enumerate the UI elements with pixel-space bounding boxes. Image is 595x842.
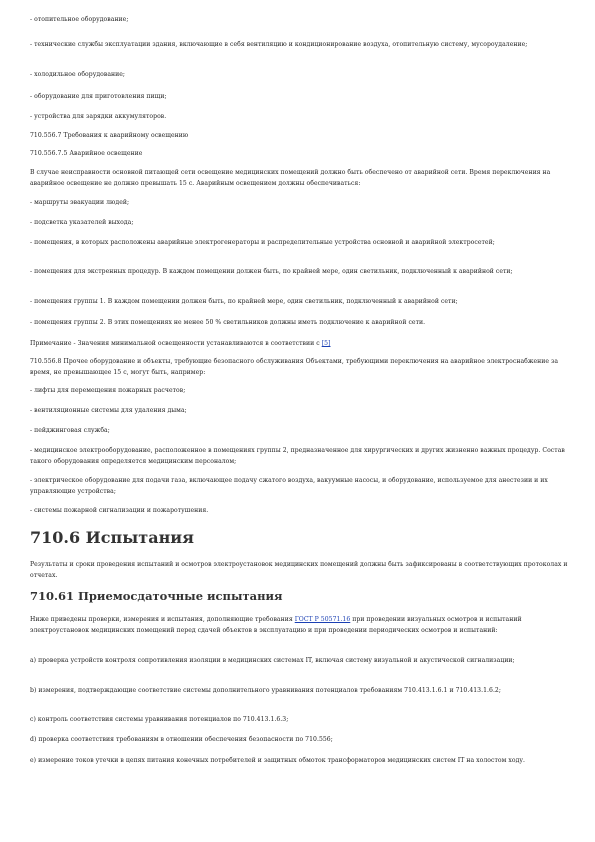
list-item: - вентиляционные системы для удаления дыма; xyxy=(30,407,187,414)
reference-link[interactable]: [5] xyxy=(321,340,331,347)
body-text: Ниже приведены проверки, измерения и испытания, дополняющие требования xyxy=(30,616,295,623)
list-item: - маршруты эвакуации людей; xyxy=(30,199,130,206)
body-paragraph xyxy=(30,615,570,636)
list-item: - помещения, в которых расположены аварийные электрогенераторы и распределительные устройства основной и аварийной электросетей; xyxy=(30,239,495,246)
list-item: - отопительное оборудование; xyxy=(30,16,129,23)
list-item: - устройства для зарядки аккумуляторов. xyxy=(30,113,167,120)
list-item: - помещения для экстренных процедур. В каждом помещении должен быть, по крайней мере, один светильник, подключенный к аварийной сети; xyxy=(30,268,513,275)
note-text: Примечание - Значения минимальной освещенности устанавливаются в соответствии с xyxy=(30,340,322,347)
list-item: c) контроль соответствия системы уравнивания потенциалов по 710.413.1.6.3; xyxy=(30,716,289,723)
subsection-heading: 710.61 Приемосдаточные испытания xyxy=(30,589,283,603)
list-item: d) проверка соответствия требованиям в отношении обеспечения безопасности по 710.556; xyxy=(30,736,333,743)
list-item: a) проверка устройств контроля сопротивления изоляции в медицинских системах IT, включая систему визуальной и акустической сигнализации; xyxy=(30,657,515,664)
list-item: - помещения группы 1. В каждом помещении должен быть, по крайней мере, один светильник, подключенный к аварийной сети; xyxy=(30,298,458,305)
section-heading: 710.6 Испытания xyxy=(30,528,194,547)
list-item: - оборудование для приготовления пищи; xyxy=(30,93,167,100)
list-item: - подсветка указателей выхода; xyxy=(30,219,134,226)
section-subheading: 710.556.7 Требования к аварийному освещению xyxy=(30,132,189,139)
list-item: - электрическое оборудование для подачи газа, включающее подачу сжатого воздуха, вакуумные насосы, и оборудование, используемое для анестезии и их управляющие устройства; xyxy=(30,477,548,495)
list-item: - пейджинговая служба; xyxy=(30,427,110,434)
section-subheading: 710.556.7.5 Аварийное освещение xyxy=(30,150,143,157)
list-item: b) измерения, подтверждающие соответствие системы дополнительного уравнивания потенциалов требованиям 710.413.1.6.1 и 710.413.1.6.2; xyxy=(30,687,501,694)
body-paragraph: Результаты и сроки проведения испытаний и осмотров электроустановок медицинских помещений должны быть зафиксированы в соответствующих протоколах и отчетах. xyxy=(30,561,568,579)
list-item: - технические службы эксплуатации здания, включающие в себя вентиляцию и кондиционирование воздуха, отопительную систему, мусороудаление; xyxy=(30,41,528,48)
list-item: - медицинское электрооборудование, расположенное в помещениях группы 2, предназначенное для хирургических и других жизненно важных процедур. Состав такого оборудования определяется медицинским персоналом; xyxy=(30,447,565,465)
list-item: - системы пожарной сигнализации и пожаротушения. xyxy=(30,507,209,514)
gost-link[interactable]: ГОСТ Р 50571.16 xyxy=(294,616,351,623)
list-item: - холодильное оборудование; xyxy=(30,71,126,78)
body-paragraph: 710.556.8 Прочее оборудование и объекты, требующие безопасного обслуживания Объектами, требующими переключения на аварийное электроснабжение за время, не превышающее 15 с, могут быть, например: xyxy=(30,358,559,376)
list-item: - помещения группы 2. В этих помещениях не менее 50 % светильников должны иметь подключение к аварийной сети. xyxy=(30,319,426,326)
note-paragraph xyxy=(30,339,570,350)
body-text: при проведении визуальных осмотров и испытаний электроустановок медицинских помещений перед сдачей объектов в эксплуатацию и при проведении периодических осмотров и испытаний: xyxy=(30,616,522,634)
body-paragraph: В случае неисправности основной питающей сети освещение медицинских помещений должно быть обеспечено от аварийной сети. Время переключения на аварийное освещение не должно превышать 15 с. Аварийным освещением должны обеспечиваться: xyxy=(30,169,551,187)
list-item: e) измерение токов утечки в цепях питания конечных потребителей и защитных обмоток трансформаторов медицинских систем IT на холостом ходу. xyxy=(30,757,525,764)
list-item: - лифты для перемещения пожарных расчетов; xyxy=(30,387,186,394)
